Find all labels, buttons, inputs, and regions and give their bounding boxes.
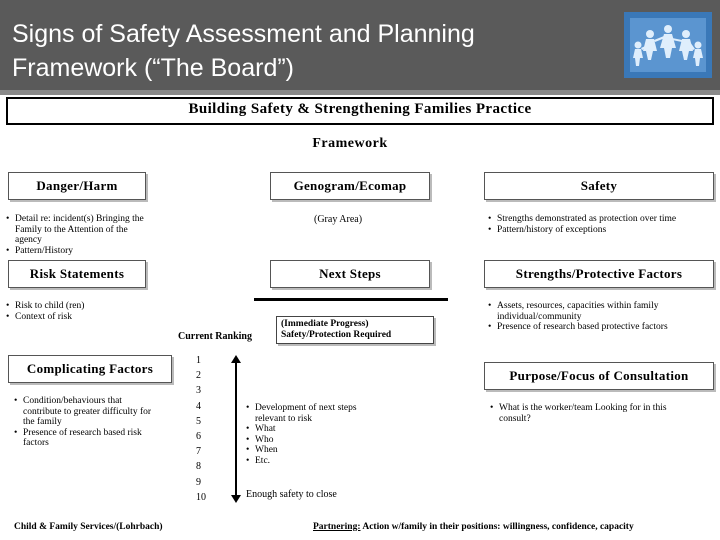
slide-title: [12, 17, 475, 85]
rank-item: 1: [196, 355, 201, 366]
list-item: • Pattern/history of exceptions: [488, 225, 710, 236]
rank-item: 3: [196, 385, 201, 397]
immediate-progress-line2: Safety/Protection Required: [281, 330, 392, 340]
slide-header: [0, 0, 720, 90]
ranking-scale: [196, 353, 206, 505]
danger-list: [6, 214, 146, 256]
list-item: • Pattern/History: [6, 246, 146, 257]
rank-item: 7: [196, 446, 201, 458]
danger-harm-box: Danger/Harm: [8, 172, 146, 200]
list-item: • What: [246, 424, 376, 435]
footer-partnering: [313, 522, 634, 532]
people-circle-logo: [624, 12, 712, 78]
list-item: • Condition/behaviours that contribute to greater difficulty for the family: [14, 396, 162, 428]
list-item: • Presence of research based protective factors: [488, 322, 710, 333]
genogram-box: Genogram/Ecomap: [270, 172, 430, 200]
board-heading: Building Safety & Strengthening Families Practice: [188, 101, 532, 117]
immediate-progress-box: [276, 316, 434, 344]
list-item: • Risk to child (ren): [6, 301, 166, 312]
gray-area-label: (Gray Area): [314, 214, 363, 225]
board-heading-box: [6, 97, 714, 125]
enough-safety-label: Enough safety to close: [246, 489, 337, 500]
rank-item: 10: [196, 491, 206, 503]
list-item: • Context of risk: [6, 312, 166, 323]
rank-item: 4: [196, 400, 201, 412]
footer-credit: Child & Family Services/(Lohrbach): [14, 522, 163, 532]
header-band: [0, 90, 720, 95]
list-item: • Development of next steps relevant to risk: [246, 403, 376, 424]
framework-label: Framework: [312, 136, 388, 151]
purpose-box: Purpose/Focus of Consultation: [484, 362, 714, 390]
next-steps-list: [246, 403, 376, 466]
list-item: • What is the worker/team Looking for in this consult?: [490, 403, 700, 424]
list-item: • Etc.: [246, 456, 376, 467]
strengths-box: Strengths/Protective Factors: [484, 260, 714, 288]
partnering-text: Action w/family in their positions: willingness, confidence, capacity: [360, 522, 634, 532]
list-item: • Assets, resources, capacities within family individual/community: [488, 301, 710, 322]
list-item: • Who: [246, 435, 376, 446]
complicating-factors-box: Complicating Factors: [8, 355, 172, 383]
rank-item: 9: [196, 476, 201, 488]
partnering-label: Partnering:: [313, 522, 361, 532]
risk-statements-box: Risk Statements: [8, 260, 146, 288]
immediate-progress-line1: (Immediate Progress): [281, 319, 369, 329]
safety-box: Safety: [484, 172, 714, 200]
slide-title-line1: Signs of Safety Assessment and Planning: [12, 20, 475, 48]
double-arrow-icon: [230, 355, 242, 503]
board-divider: [254, 298, 448, 301]
list-item: • Presence of research based risk factors: [14, 428, 162, 449]
risk-list: [6, 301, 166, 322]
next-steps-box: Next Steps: [270, 260, 430, 288]
rank-item: 2: [196, 370, 201, 382]
rank-item: 5: [196, 415, 201, 427]
slide-title-line2: Framework (“The Board”): [12, 54, 294, 82]
complicating-list: [14, 396, 162, 449]
current-ranking-label: Current Ranking: [178, 331, 252, 342]
purpose-list: [490, 403, 700, 424]
rank-item: 8: [196, 461, 201, 473]
people-circle-icon: [624, 12, 712, 78]
list-item: • Detail re: incident(s) Bringing the Family to the Attention of the agency: [6, 214, 146, 246]
list-item: • When: [246, 445, 376, 456]
strengths-list: [488, 301, 710, 333]
safety-list: [488, 214, 710, 235]
list-item: • Strengths demonstrated as protection over time: [488, 214, 710, 225]
rank-item: 6: [196, 430, 201, 442]
